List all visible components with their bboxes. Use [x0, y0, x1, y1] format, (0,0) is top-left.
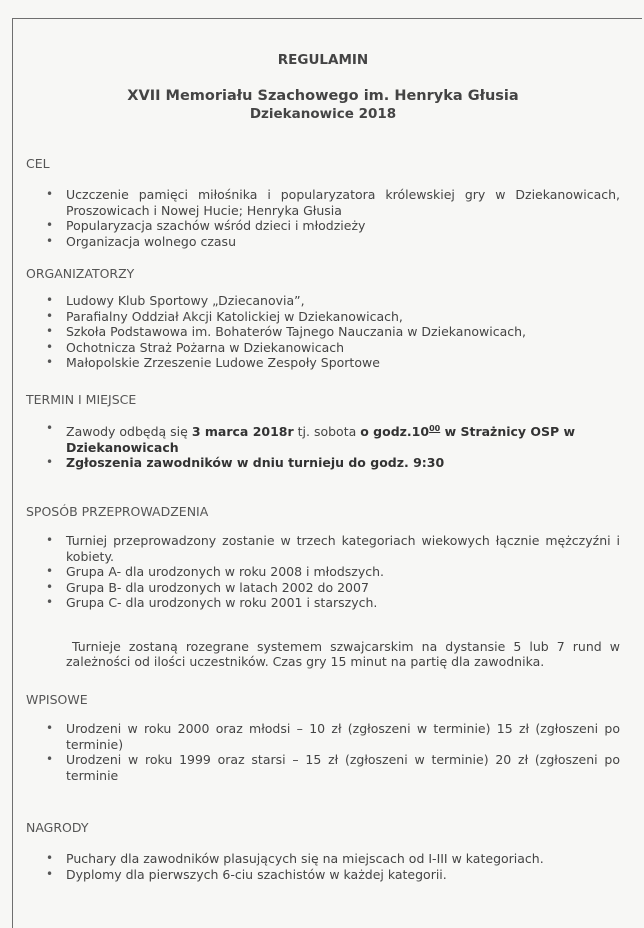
cel-list — [26, 187, 620, 249]
list-item: • Puchary dla zawodników plasujących się na miejscach od I-III w kategoriach. — [46, 851, 544, 866]
organizatorzy-list — [26, 293, 620, 371]
page-border — [12, 18, 642, 928]
list-item: • Zawody odbędą się 3 marca 2018r tj. sobota o $godz.10^{00}$ w Strażnicy OSP w Dziekanowicach — [46, 421, 576, 455]
section-heading: WPISOWE — [26, 692, 88, 707]
list-item: • Ochotnicza Straż Pożarna w Dziekanowicach — [46, 339, 345, 355]
list-item: • Grupa B- dla urodzonych w latach 2002 do 2007 — [46, 579, 369, 595]
list-item: • Organizacja wolnego czasu — [46, 233, 236, 249]
section-heading: TERMIN I MIEJSCE — [26, 392, 137, 407]
document-subtitle: XVII Memoriału Szachowego im. Henryka Głusia — [127, 88, 519, 104]
section-termin — [26, 392, 620, 471]
list-item: • Urodzeni w roku 1999 oraz starsi – 15 zł (zgłoszeni w terminie) 20 zł (zgłoszeni po terminie — [46, 752, 620, 783]
list-item: • Małopolskie Zrzeszenie Ludowe Zespoły Sportowe — [46, 355, 380, 370]
section-heading: ORGANIZATORZY — [26, 266, 135, 281]
document-title: REGULAMIN — [277, 52, 369, 68]
section-nagrody — [26, 820, 620, 882]
list-item: • Zgłoszenia zawodników w dniu turnieju do godz. 9:30 — [46, 455, 445, 471]
sposob-list — [26, 533, 620, 611]
list-item: • Uczczenie pamięci miłośnika i popularyzatora królewskiej gry w Dziekanowicach, Proszowicach i Nowej Hucie; Henryka Głusia — [46, 187, 620, 218]
list-item: • Popularyzacja szachów wśród dzieci i młodzieży — [46, 218, 366, 233]
list-item: • Szkoła Podstawowa im. Bohaterów Tajnego Nauczania w Dziekanowicach, — [46, 324, 527, 339]
section-heading: CEL — [26, 156, 50, 171]
list-item: • Grupa A- dla urodzonych w roku 2008 i młodszych. — [46, 564, 385, 579]
section-wpisowe — [26, 692, 620, 783]
list-item: • Turniej przeprowadzony zostanie w trzech kategoriach wiekowych łącznie mężczyźni i kobiety. — [46, 533, 620, 564]
list-item: • Ludowy Klub Sportowy „Dziecanovia”, — [46, 293, 305, 308]
section-organizatorzy — [26, 266, 620, 371]
termin-list — [26, 421, 620, 471]
section-cel — [26, 156, 620, 249]
nagrody-list — [26, 851, 620, 882]
sposob-paragraph: Turnieje zostaną rozegrane systemem szwajcarskim na dystansie 5 lub 7 rund w zależności od ilości uczestników. Czas gry 15 minut na partię dla zawodnika. — [66, 638, 620, 669]
list-item: • Urodzeni w roku 2000 oraz młodsi – 10 zł (zgłoszeni w terminie) 15 zł (zgłoszeni po terminie) — [46, 721, 620, 752]
list-item: • Parafialny Oddział Akcji Katolickiej w Dziekanowicach, — [46, 308, 403, 324]
list-item: • Grupa C- dla urodzonych w roku 2001 i starszych. — [46, 595, 378, 610]
title-block — [26, 52, 620, 122]
section-sposob — [26, 504, 620, 670]
section-heading: SPOSÓB PRZEPROWADZENIA — [26, 504, 209, 519]
list-item: • Dyplomy dla pierwszych 6-ciu szachistów w każdej kategorii. — [46, 866, 447, 882]
section-heading: NAGRODY — [26, 820, 89, 835]
place-year: Dziekanowice 2018 — [249, 106, 397, 122]
wpisowe-list — [26, 721, 620, 783]
